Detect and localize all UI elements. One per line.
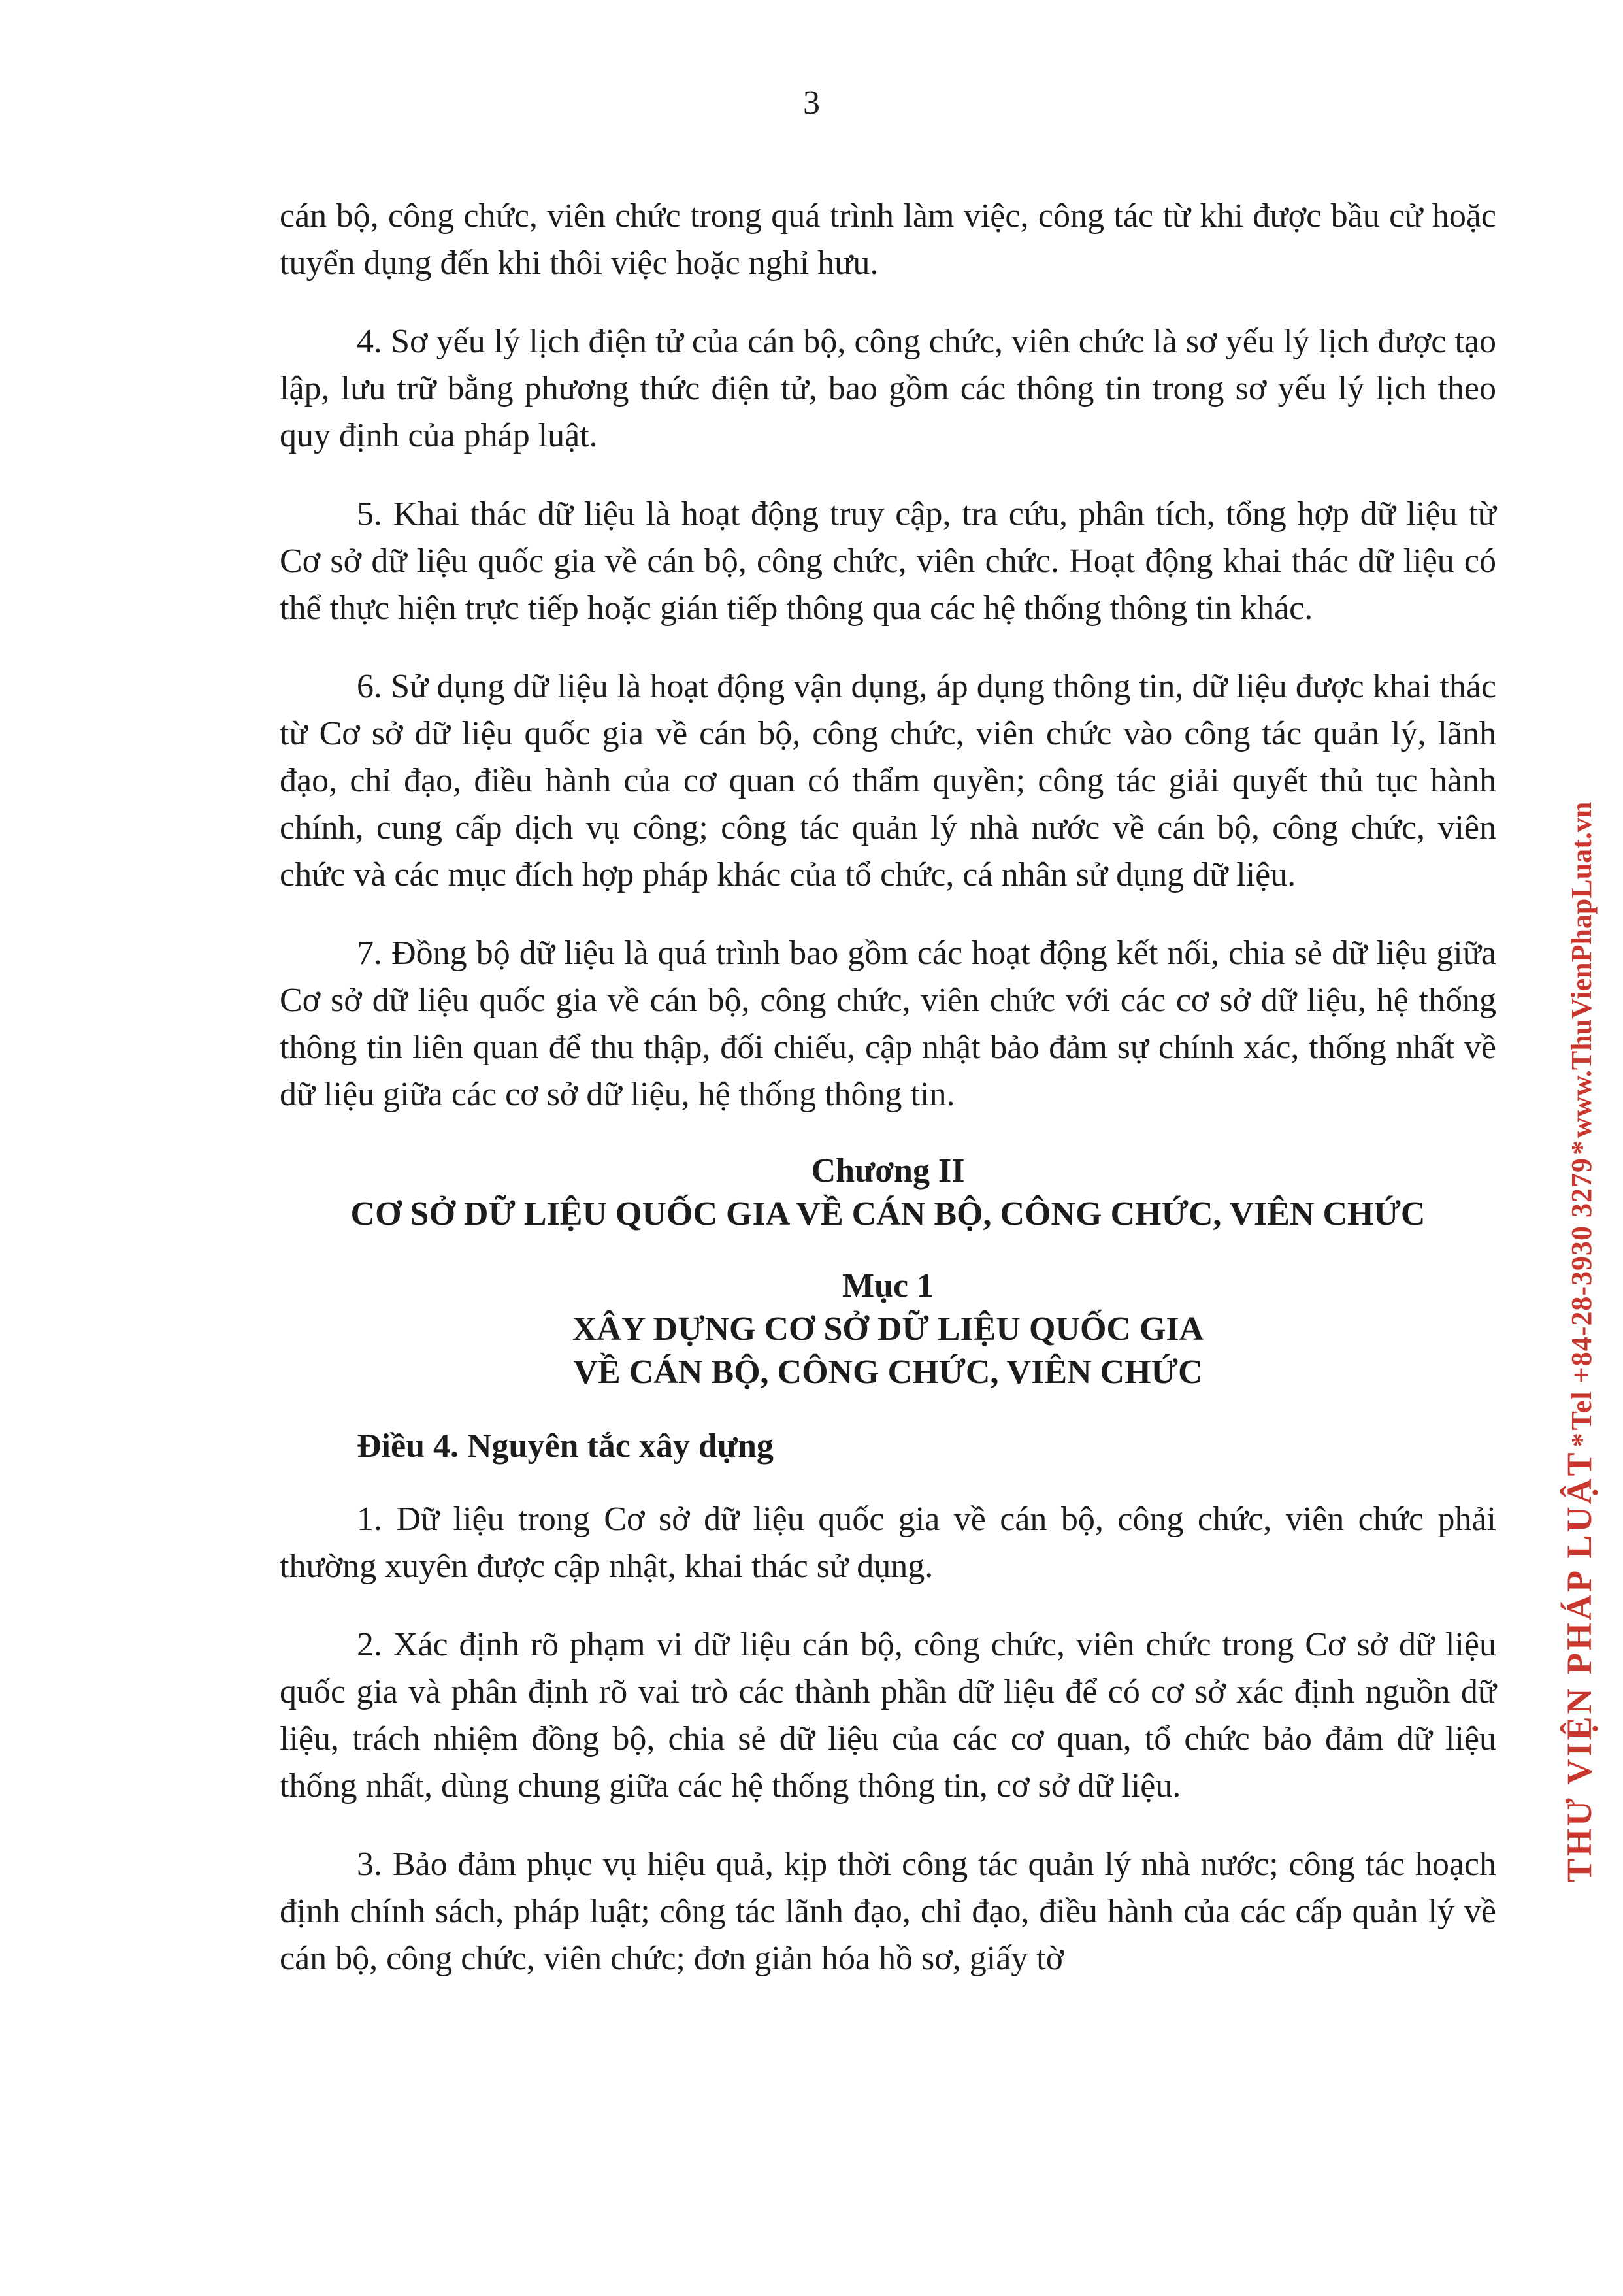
section-title-line-1: XÂY DỰNG CƠ SỞ DỮ LIỆU QUỐC GIA — [572, 1310, 1204, 1348]
chapter-title: CƠ SỞ DỮ LIỆU QUỐC GIA VỀ CÁN BỘ, CÔNG CHỨC, VIÊN CHỨC — [350, 1195, 1426, 1233]
watermark-website: www.ThuVienPhapLuat.vn — [1566, 801, 1598, 1138]
paragraph-clause-7: 7. Đồng bộ dữ liệu là quá trình bao gồm các hoạt động kết nối, chia sẻ dữ liệu giữa Cơ sở dữ liệu quốc gia về cán bộ, công chức, viên chức với các cơ sở dữ liệu, hệ thống thông tin liên quan để thu thập, đối chiếu, cập nhật bảo đảm sự chính xác, thống nhất về dữ liệu giữa các cơ sở dữ liệu, hệ thống thông tin. — [280, 935, 1496, 1113]
paragraph-continuation: cán bộ, công chức, viên chức trong quá trình làm việc, công tác từ khi được bầu cử hoặc tuyển dụng đến khi thôi việc hoặc nghỉ hưu. — [280, 197, 1496, 282]
watermark-brand: THƯ VIỆN PHÁP LUẬT — [1560, 1450, 1599, 1882]
watermark — [1558, 444, 1609, 1882]
article-clause-3: 3. Bảo đảm phục vụ hiệu quả, kịp thời công tác quản lý nhà nước; công tác hoạch định chính sách, pháp luật; công tác lãnh đạo, chỉ đạo, điều hành của các cấp quản lý về cán bộ, công chức, viên chức; đơn giản hóa hồ sơ, giấy tờ — [280, 1846, 1496, 1977]
document-body — [280, 193, 1496, 2014]
article-clause-2: 2. Xác định rõ phạm vi dữ liệu cán bộ, công chức, viên chức trong Cơ sở dữ liệu quốc gia và phân định rõ vai trò các thành phần dữ liệu để có cơ sở xác định nguồn dữ liệu, trách nhiệm đồng bộ, chia sẻ dữ liệu của các cơ quan, tổ chức bảo đảm dữ liệu thống nhất, dùng chung giữa các hệ thống thông tin, cơ sở dữ liệu. — [280, 1626, 1496, 1805]
chapter-heading — [280, 1150, 1496, 1236]
page-number: 3 — [803, 84, 820, 122]
section-label: Mục 1 — [842, 1267, 934, 1305]
paragraph-clause-4: 4. Sơ yếu lý lịch điện tử của cán bộ, công chức, viên chức là sơ yếu lý lịch được tạo lập, lưu trữ bằng phương thức điện tử, bao gồm các thông tin trong sơ yếu lý lịch theo quy định của pháp luật. — [280, 323, 1496, 454]
chapter-label: Chương II — [811, 1152, 965, 1190]
watermark-separator: * — [1566, 1433, 1598, 1448]
section-heading — [280, 1265, 1496, 1394]
paragraph-clause-5: 5. Khai thác dữ liệu là hoạt động truy cập, tra cứu, phân tích, tổng hợp dữ liệu từ Cơ sở dữ liệu quốc gia về cán bộ, công chức, viên chức. Hoạt động khai thác dữ liệu có thể thực hiện trực tiếp hoặc gián tiếp thông qua các hệ thống thông tin khác. — [280, 495, 1496, 627]
paragraph-clause-6: 6. Sử dụng dữ liệu là hoạt động vận dụng, áp dụng thông tin, dữ liệu được khai thác từ Cơ sở dữ liệu quốc gia về cán bộ, công chức, viên chức vào công tác quản lý, lãnh đạo, chỉ đạo, điều hành của cơ quan có thẩm quyền; công tác giải quyết thủ tục hành chính, cung cấp dịch vụ công; công tác quản lý nhà nước về cán bộ, công chức, viên chức và các mục đích hợp pháp khác của tổ chức, cá nhân sử dụng dữ liệu. — [280, 668, 1496, 893]
article-clause-1: 1. Dữ liệu trong Cơ sở dữ liệu quốc gia về cán bộ, công chức, viên chức phải thường xuyên được cập nhật, khai thác sử dụng. — [280, 1501, 1496, 1585]
watermark-phone: Tel +84-28-3930 3279 — [1566, 1157, 1598, 1431]
section-title-line-2: VỀ CÁN BỘ, CÔNG CHỨC, VIÊN CHỨC — [573, 1354, 1203, 1391]
article-title: Điều 4. Nguyên tắc xây dựng — [357, 1427, 774, 1465]
watermark-separator: * — [1566, 1140, 1598, 1155]
